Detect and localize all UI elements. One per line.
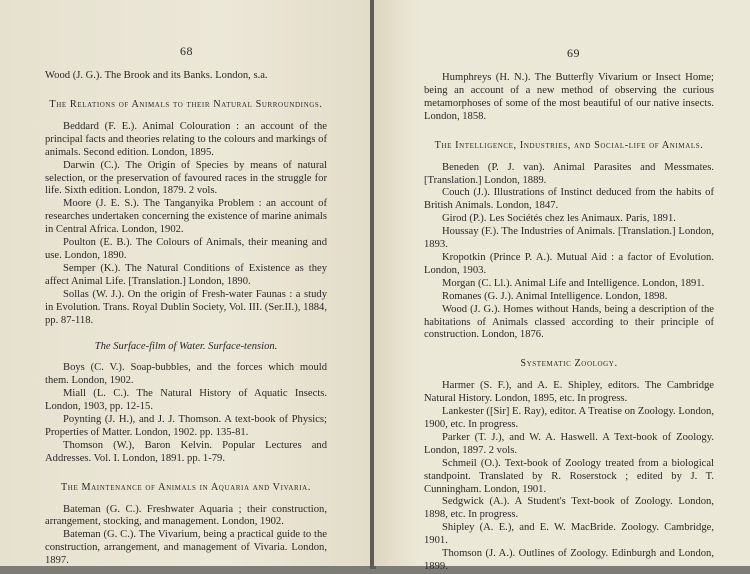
bibliography-entry: Poynting (J. H.), and J. J. Thomson. A text-book of Physics; Properties of Matter. London, 1902. pp. 135-81. bbox=[45, 413, 327, 438]
bibliography-entry: Girod (P.). Les Sociétés chez les Animaux. Paris, 1891. bbox=[442, 213, 676, 225]
page-number: 69 bbox=[567, 46, 580, 60]
bibliography-entry: Thomson (J. A.). Outlines of Zoology. Edinburgh and London, 1899. bbox=[424, 548, 714, 572]
page-content bbox=[45, 70, 327, 568]
bibliography-entry: Harmer (S. F.), and A. E. Shipley, editors. The Cambridge Natural History. London, 1895, etc. In progress. bbox=[424, 380, 714, 405]
section-heading: Systematic Zoology. bbox=[520, 358, 618, 370]
section-heading: The Relations of Animals to their Natural Surroundings. bbox=[49, 98, 323, 110]
section-heading: The Maintenance of Animals in Aquaria and Vivaria. bbox=[60, 481, 311, 493]
section-heading: The Intelligence, Industries, and Social-life of Animals. bbox=[434, 139, 704, 151]
bibliography-entry: Wood (J. G.). The Brook and its Banks. London, s.a. bbox=[45, 70, 268, 81]
bibliography-entry: Poulton (E. B.). The Colours of Animals, their meaning and use. London, 1890. bbox=[45, 237, 327, 261]
bibliography-entry: Moore (J. E. S.). The Tanganyika Problem : an account of researches undertaken concerning the existence of marine animals in Central Africa. London, 1902. bbox=[45, 198, 327, 236]
bibliography-entry: Boys (C. V.). Soap-bubbles, and the forces which mould them. London, 1902. bbox=[45, 362, 327, 387]
bibliography-entry: Beddard (F. E.). Animal Colouration : an account of the principal facts and theories relating to the colours and markings of animals. Second edition. London, 1895. bbox=[45, 120, 327, 158]
bibliography-entry: Beneden (P. J. van). Animal Parasites and Messmates. [Translation.] London, 1889. bbox=[424, 161, 714, 186]
right-page bbox=[374, 0, 750, 572]
bibliography-entry: Sedgwick (A.). A Student's Text-book of Zoology. London, 1898, etc. In progress. bbox=[424, 496, 714, 521]
left-page bbox=[0, 0, 372, 566]
bibliography-entry: Semper (K.). The Natural Conditions of Existence as they affect Animal Life. [Translation.] London, 1890. bbox=[45, 262, 327, 287]
bibliography-entry: Darwin (C.). The Origin of Species by means of natural selection, or the preservation of favoured races in the struggle for life. Sixth edition. London, 1879. 2 vols. bbox=[45, 159, 327, 197]
subsection-heading: The Surface-film of Water. Surface-tension. bbox=[94, 341, 278, 353]
bibliography-entry: Couch (J.). Illustrations of Instinct deduced from the habits of British Animals. London, 1847. bbox=[424, 187, 714, 212]
bibliography-entry: Thomson (W.), Baron Kelvin. Popular Lectures and Addresses. Vol. I. London, 1891. pp. 1-79. bbox=[45, 439, 327, 464]
bibliography-entry: Houssay (F.). The Industries of Animals. [Translation.] London, 1893. bbox=[424, 226, 714, 251]
bibliography-entry: Wood (J. G.). Homes without Hands, being a description of the habitations of Animals classed according to their principle of construction. London, 1876. bbox=[424, 303, 714, 341]
bibliography-entry: Bateman (G. C.). The Vivarium, being a practical guide to the construction, arrangement, and management of Vivaria. London, 1897. bbox=[45, 529, 327, 567]
bibliography-entry: Lankester ([Sir] E. Ray), editor. A Treatise on Zoology. London, 1900, etc. In progress. bbox=[424, 406, 714, 431]
bibliography-entry: Morgan (C. Ll.). Animal Life and Intelligence. London, 1891. bbox=[442, 277, 705, 289]
page-content bbox=[424, 72, 714, 574]
bibliography-entry: Parker (T. J.), and W. A. Haswell. A Text-book of Zoology. London, 1897. 2 vols. bbox=[424, 431, 714, 456]
bibliography-entry: Kropotkin (Prince P. A.). Mutual Aid : a factor of Evolution. London, 1903. bbox=[424, 251, 714, 276]
bibliography-entry: Sollas (W. J.). On the origin of Fresh-water Faunas : a study in Evolution. Trans. Royal Dublin Society, Vol. III. (Ser.II.), 1884, pp. 87-118. bbox=[45, 288, 327, 326]
bibliography-entry: Romanes (G. J.). Animal Intelligence. London, 1898. bbox=[442, 290, 668, 302]
bibliography-entry: Bateman (G. C.). Freshwater Aquaria ; their construction, arrangement, stocking, and management. London, 1902. bbox=[45, 503, 327, 528]
bibliography-entry: Schmeil (O.). Text-book of Zoology treated from a biological standpoint. Translated by R. Roserstock ; edited by J. T. Cunningham. London, 1901. bbox=[424, 457, 714, 495]
page-number: 68 bbox=[180, 44, 193, 58]
bibliography-entry: Shipley (A. E.), and E. W. MacBride. Zoology. Cambridge, 1901. bbox=[424, 522, 714, 547]
bibliography-entry: Humphreys (H. N.). The Butterfly Vivarium or Insect Home; being an account of a new method of observing the curious metamorphoses of some of the most beautiful of our native insects. London, 1858. bbox=[424, 72, 714, 122]
bibliography-entry: Miall (L. C.). The Natural History of Aquatic Insects. London, 1903, pp. 12-15. bbox=[45, 388, 327, 413]
